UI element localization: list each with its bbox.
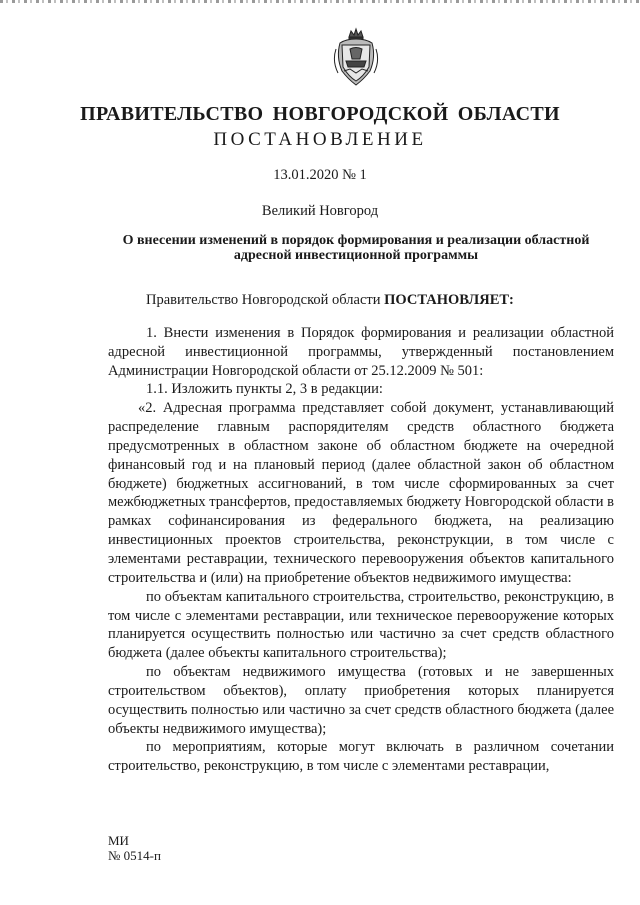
document-type: ПОСТАНОВЛЕНИЕ xyxy=(213,129,427,150)
date-number: 13.01.2020 № 1 xyxy=(273,167,367,183)
org-name: ПРАВИТЕЛЬСТВО НОВГОРОДСКОЙ ОБЛАСТИ xyxy=(80,103,560,125)
decree-line xyxy=(108,291,614,310)
footer-code: № 0514-п xyxy=(108,848,161,863)
scan-edge xyxy=(0,0,640,3)
paragraph: 1.1. Изложить пункты 2, 3 в редакции: xyxy=(146,381,383,398)
city: Великий Новгород xyxy=(261,203,379,219)
paragraph: 1. Внести изменения в Порядок формирования и реализации областной адресной инвестиционной программы, утвержденный постановлением Администрации Новгородской области от 25.12.2009 № 501: xyxy=(108,324,614,379)
document-body xyxy=(108,291,614,776)
document-title: О внесении изменений в порядок формирования и реализации областной адресной инвестиционной программы xyxy=(122,233,590,263)
paragraph: по объектам капитального строительства, строительство, реконструкцию, в том числе с элементами реставрации, или техническое перевооружение которых планируется осуществить полностью или частично за счет средств областного бюджета (далее объекты капитального строительства); xyxy=(108,588,614,662)
paragraph: по мероприятиям, которые могут включать в различном сочетании строительство, реконструкцию, в том числе с элементами реставрации, xyxy=(108,739,614,775)
paragraph: по объектам недвижимого имущества (готовых и не завершенных строительством объектов), оплату приобретения которых планируется осуществить полностью или частично за счет средств областного бюджета (далее объекты недвижимого имущества); xyxy=(108,664,614,737)
paragraph: «2. Адресная программа представляет собой документ, устанавливающий распределение главным распорядителям средств областного бюджета предусмотренных в областном законе об областном бюджете на очередной финансовый год и на плановый период (далее областной закон об областном бюджете) бюджетных ассигнований, в том числе сформированных за счет межбюджетных трансфертов, предоставляемых бюджету Новгородской области в рамках софинансирования из федерального бюджета, на реализацию инвестиционных проектов строительства, реконструкции, в том числе с элементами реставрации, технического перевооружения объектов капитального строительства и (или) на приобретение объектов недвижимого имущества: xyxy=(108,400,614,586)
decree-word: ПОСТАНОВЛЯЕТ: xyxy=(384,292,514,308)
decree-intro: Правительство Новгородской области xyxy=(146,292,385,308)
footer-initials: МИ xyxy=(108,833,129,848)
footer xyxy=(108,833,161,863)
coat-of-arms-icon xyxy=(332,27,380,89)
